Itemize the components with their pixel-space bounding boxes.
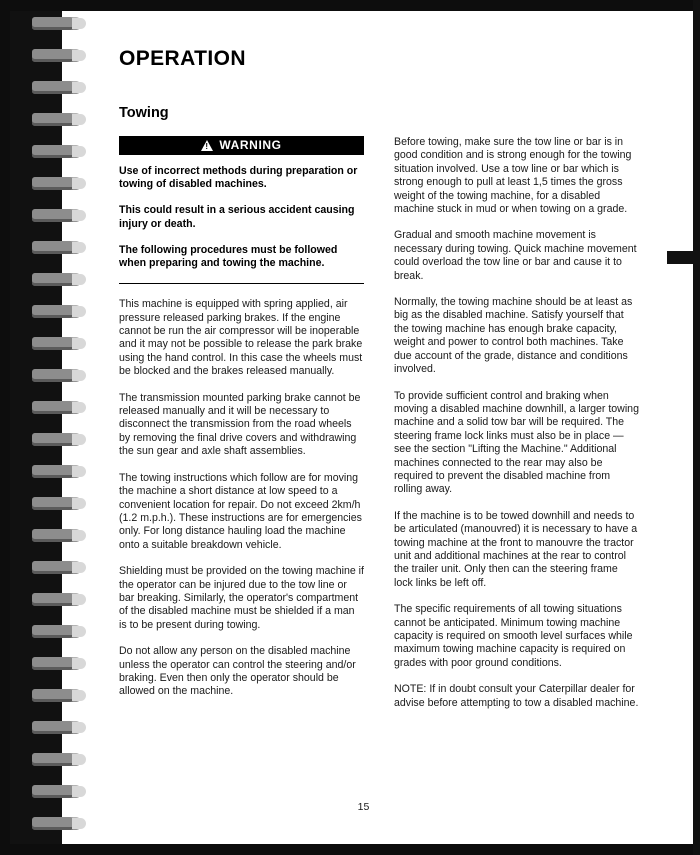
body-paragraph: The transmission mounted parking brake cannot be released manually and it will be necessary to disconnect the transmission from the road wheels by removing the final drive covers and withdrawing the sun gear and axle shaft assemblies. xyxy=(119,391,361,458)
binding-coil xyxy=(32,305,82,318)
scan-edge-left xyxy=(0,0,10,855)
page-number: 15 xyxy=(357,801,370,813)
spiral-binding xyxy=(10,11,88,844)
binding-coil xyxy=(32,529,82,542)
body-paragraph: The specific requirements of all towing situations cannot be anticipated. Minimum towing machine capacity is required on smooth level surfaces while maximum towing machine capacity is required on grades with poor ground conditions. xyxy=(394,603,633,669)
body-paragraph: Do not allow any person on the disabled machine unless the operator can control the steering and/or braking. Even then only the operator should be allowed on the machine. xyxy=(119,645,356,698)
body-paragraph: To provide sufficient control and braking when moving a disabled machine downhill, a larger towing machine and a solid tow bar will be required. The steering frame lock links must also be in place — see the section "Lifting the Machine." Additional machines connected to the rear may also be required to prevent the disabled machine from rolling away. xyxy=(394,389,639,496)
binding-coil xyxy=(32,145,82,158)
binding-coil xyxy=(32,689,82,702)
section-heading: Towing xyxy=(119,105,169,121)
binding-coil xyxy=(32,209,82,222)
body-paragraph: Normally, the towing machine should be at least as big as the disabled machine. Satisfy yourself that the towing machine has enough brake capacity, weight and power to control both machines. Take due account of the grade, distance and conditions involved. xyxy=(394,296,633,376)
binding-coil xyxy=(32,401,82,414)
warning-line: The following procedures must be followed when preparing and towing the machine. xyxy=(119,243,338,270)
divider xyxy=(119,283,364,284)
binding-coil xyxy=(32,241,82,254)
scan-edge-top xyxy=(0,0,700,11)
binding-coil xyxy=(32,721,82,734)
binding-coil xyxy=(32,817,82,830)
binding-coil xyxy=(32,17,82,30)
binding-coil xyxy=(32,113,82,126)
binding-coil xyxy=(32,497,82,510)
body-paragraph: The towing instructions which follow are for moving the machine a short distance at low speed to a convenient location for repair. Do not exceed 2km/h (1.2 m.p.h.). These instructions are for emergencies only. For long distance hauling load the machine onto a suitable breakdown vehicle. xyxy=(119,471,362,551)
page-content xyxy=(88,11,693,844)
warning-banner xyxy=(119,136,364,155)
right-text-column xyxy=(394,136,639,723)
body-paragraph: This machine is equipped with spring applied, air pressure released parking brakes. If the engine cannot be run the air compressor will be inoperable and it may not be possible to release the park brake using the hand control. In this case the wheels must be blocked and the brakes released manually. xyxy=(119,298,363,378)
body-paragraph: If the machine is to be towed downhill and needs to be articulated (manouvred) it is necessary to have a towing machine at the front to manouvre the tractor unit and additional machines at the rear to control the trailer unit. Only then can the steering frame lock links be left off. xyxy=(394,509,638,589)
scan-edge-bottom xyxy=(0,844,700,855)
binding-coil xyxy=(32,465,82,478)
binding-coil xyxy=(32,273,82,286)
warning-label: WARNING xyxy=(219,137,282,152)
binding-coil xyxy=(32,369,82,382)
binding-coil xyxy=(32,785,82,798)
binding-coil xyxy=(32,337,82,350)
binding-coil xyxy=(32,49,82,62)
body-paragraph: Shielding must be provided on the towing machine if the operator can be injured due to the tow line or bar breaking. Similarly, the operator's compartment of the disabled machine must be shielded if a man is to be present during towing. xyxy=(119,565,364,631)
binding-coil xyxy=(32,625,82,638)
body-paragraph: NOTE: If in doubt consult your Caterpillar dealer for advise before attempting to tow a disabled machine. xyxy=(394,683,639,709)
scan-edge-right xyxy=(693,0,700,855)
binding-coil xyxy=(32,561,82,574)
body-paragraph: Before towing, make sure the tow line or bar is in good condition and is strong enough for the towing situation involved. Use a tow line or bar which is strong enough to pull at least 1,5 times the gross weight of the towing machine, for a disabled machine stuck in mud or when towing on a grade. xyxy=(394,136,632,216)
body-paragraph: Gradual and smooth machine movement is necessary during towing. Quick machine movement could overload the tow line or bar and cause it to break. xyxy=(394,229,637,282)
warning-triangle-icon xyxy=(201,140,213,151)
warning-line: Use of incorrect methods during preparation or towing of disabled machines. xyxy=(119,165,358,191)
warning-line: This could result in a serious accident causing injury or death. xyxy=(119,204,355,230)
left-text-column xyxy=(119,136,364,712)
binding-coil xyxy=(32,433,82,446)
binding-coil xyxy=(32,81,82,94)
binding-gutter xyxy=(62,11,88,844)
binding-coil xyxy=(32,177,82,190)
binding-coil xyxy=(32,753,82,766)
binding-coil xyxy=(32,593,82,606)
binding-coil xyxy=(32,657,82,670)
page-title: OPERATION xyxy=(119,47,246,70)
